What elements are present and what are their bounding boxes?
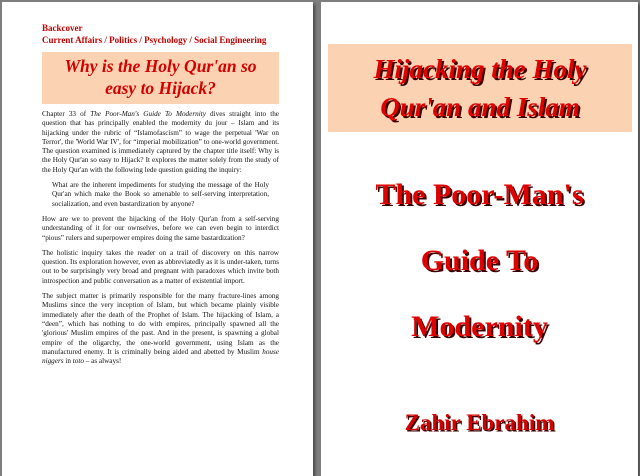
blurb-quote-question: What are the inherent impediments for studying the message of the Holy Qur'an which make the Book so amenable to self-serving interpretation, socialization, and even bastardization by anyone? [52, 181, 269, 208]
book-title-italic: The Poor-Man's Guide To Modernity [90, 110, 206, 118]
front-title-line-2: Qur'an and Islam [380, 92, 580, 122]
back-title-line-1: Why is the Holy Qur'an so [64, 56, 257, 76]
category-list: Current Affairs / Politics / Psychology / Social Engineering [42, 35, 267, 45]
back-cover-title [42, 52, 279, 104]
blurb-paragraph-3: The holistic inquiry takes the reader on a trail of discovery on this narrow question. Its exploration however, even as abbreviatedly as it is under-taken, turns out to be surprisingly very broad and pregnant with paradoxes which invite both introspection and public conversation as a matter of existential import. [42, 248, 279, 285]
back-cover-page [2, 2, 313, 476]
front-title-line-1: Hijacking the Holy [373, 54, 587, 84]
subtitle-line-1: The Poor-Man's [375, 178, 584, 211]
subtitle-line-3: Modernity [411, 310, 548, 343]
front-cover-page [321, 2, 638, 476]
blurb-paragraph-1: Chapter 33 of The Poor-Man's Guide To Modernity dives straight into the question that has principally enabled the modernity du jour – Islam and its hijacking under the rubric of “Islamofascism” to wage the perpetual 'War on Terror', the 'World War IV', for “imperial mobilization” to one-world government. The question examined is immediately captured by the chapter title itself: Why is the Holy Qur'an so easy to Hijack? It explores the matter solely from the study of the Holy Qur'an with the following lede question guiding the inquiry: [42, 110, 279, 174]
blurb-paragraph-2: How are we to prevent the hijacking of the Holy Qur'an from a self-serving understanding of it for our ownselves, before we can even begin to interdict “pious” rulers and superpower empires doing the same bastardization? [42, 214, 279, 242]
backcover-label: Backcover [42, 23, 83, 33]
blurb-paragraph-4: The subject matter is primarily responsible for the many fracture-lines among Muslims since the very inception of Islam, but which became plainly visible immediately after the death of the Prophet of Islam. The hijacking of Islam, a “deen”, which has nothing to do with empires, principally spawned all the 'glorious' Muslim empires of the past. And in the present, is spawning a global empire of the oligarchy, the one-world government, using Islam as the manufactured enemy. It is criminally being aided and abetted by Muslim house niggers in toto – as always! [42, 292, 279, 366]
subtitle-line-2: Guide To [420, 244, 539, 277]
back-title-line-2: easy to Hijack? [105, 78, 216, 98]
author-name: Zahir Ebrahim [404, 410, 555, 435]
